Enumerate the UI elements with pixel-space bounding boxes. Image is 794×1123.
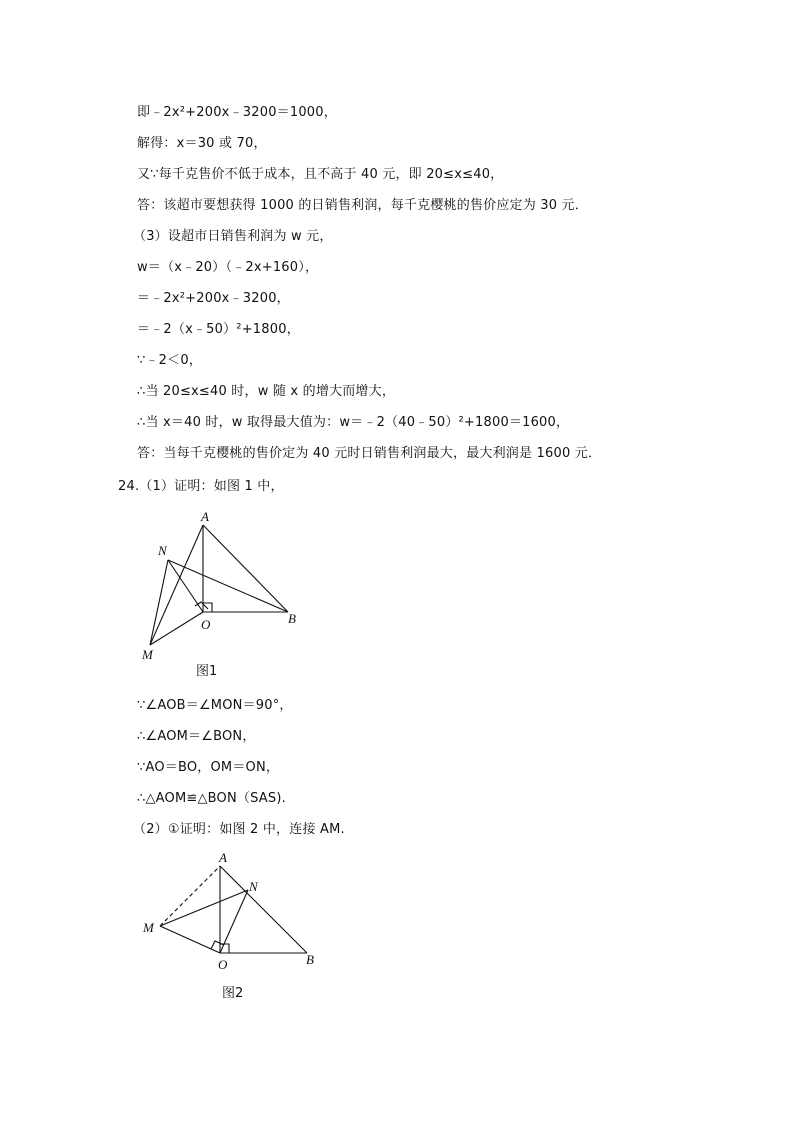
figure-2-label-N: N xyxy=(249,879,258,894)
solution-line-3: 又∵每千克售价不低于成本，且不高于 40 元，即 20≤x≤40， xyxy=(137,167,504,182)
solution-line-2: 解得：x＝30 或 70， xyxy=(137,136,267,151)
right-angle-mark-AOB xyxy=(203,603,212,612)
solution-line-7: ＝﹣2x²+200x﹣3200， xyxy=(137,291,290,306)
figure-2-label-A: A xyxy=(219,850,227,865)
problem-24-heading: 24.（1）证明：如图 1 中， xyxy=(118,479,284,494)
part-2-heading: （2）①证明：如图 2 中，连接 AM. xyxy=(133,822,345,837)
figure-1-label-A: A xyxy=(201,509,209,524)
segment-MO xyxy=(150,612,203,645)
figure-1-label-N: N xyxy=(158,543,167,558)
proof-line-2: ∴∠AOM＝∠BON， xyxy=(137,729,256,744)
solution-line-8: ＝﹣2（x﹣50）²+1800， xyxy=(137,322,300,337)
solution-line-6: w＝（x﹣20）（﹣2x+160）， xyxy=(137,260,319,275)
figure-2-diagram xyxy=(135,848,335,973)
proof-line-1: ∵∠AOB＝∠MON＝90°， xyxy=(137,698,293,713)
figure-1-diagram xyxy=(130,505,330,660)
proof-line-4: ∴△AOM≌△BON（SAS). xyxy=(137,791,286,806)
solution-line-9: ∵﹣2＜0， xyxy=(137,353,203,368)
segment-NM xyxy=(150,560,168,645)
figure-2-label-M: M xyxy=(143,920,154,935)
figure-2-label-O: O xyxy=(218,957,228,972)
solution-line-1: 即﹣2x²+200x﹣3200＝1000， xyxy=(137,105,337,120)
figure-2-label-B: B xyxy=(306,952,314,967)
solution-line-12: 答：当每千克樱桃的售价定为 40 元时日销售利润最大，最大利润是 1600 元． xyxy=(137,446,602,461)
segment-AB xyxy=(203,525,288,612)
figure-1-caption: 图1 xyxy=(196,664,218,679)
segment-AB xyxy=(220,866,307,953)
figure-1-label-M: M xyxy=(142,647,153,660)
proof-line-3: ∵AO＝BO，OM＝ON， xyxy=(137,760,280,775)
solution-line-11: ∴当 x＝40 时，w 取得最大值为：w＝﹣2（40﹣50）²+1800＝1600， xyxy=(137,415,570,430)
solution-line-4: 答：该超市要想获得 1000 的日销售利润，每千克樱桃的售价应定为 30 元． xyxy=(137,198,588,213)
segment-MA-dashed xyxy=(160,866,220,926)
figure-2-caption: 图2 xyxy=(222,986,244,1001)
figure-1-label-O: O xyxy=(201,617,211,632)
right-angle-mark-AOB xyxy=(220,944,229,953)
solution-line-10: ∴当 20≤x≤40 时，w 随 x 的增大而增大， xyxy=(137,384,396,399)
figure-1-label-B: B xyxy=(288,611,296,626)
solution-line-5: （3）设超市日销售利润为 w 元， xyxy=(133,229,333,244)
